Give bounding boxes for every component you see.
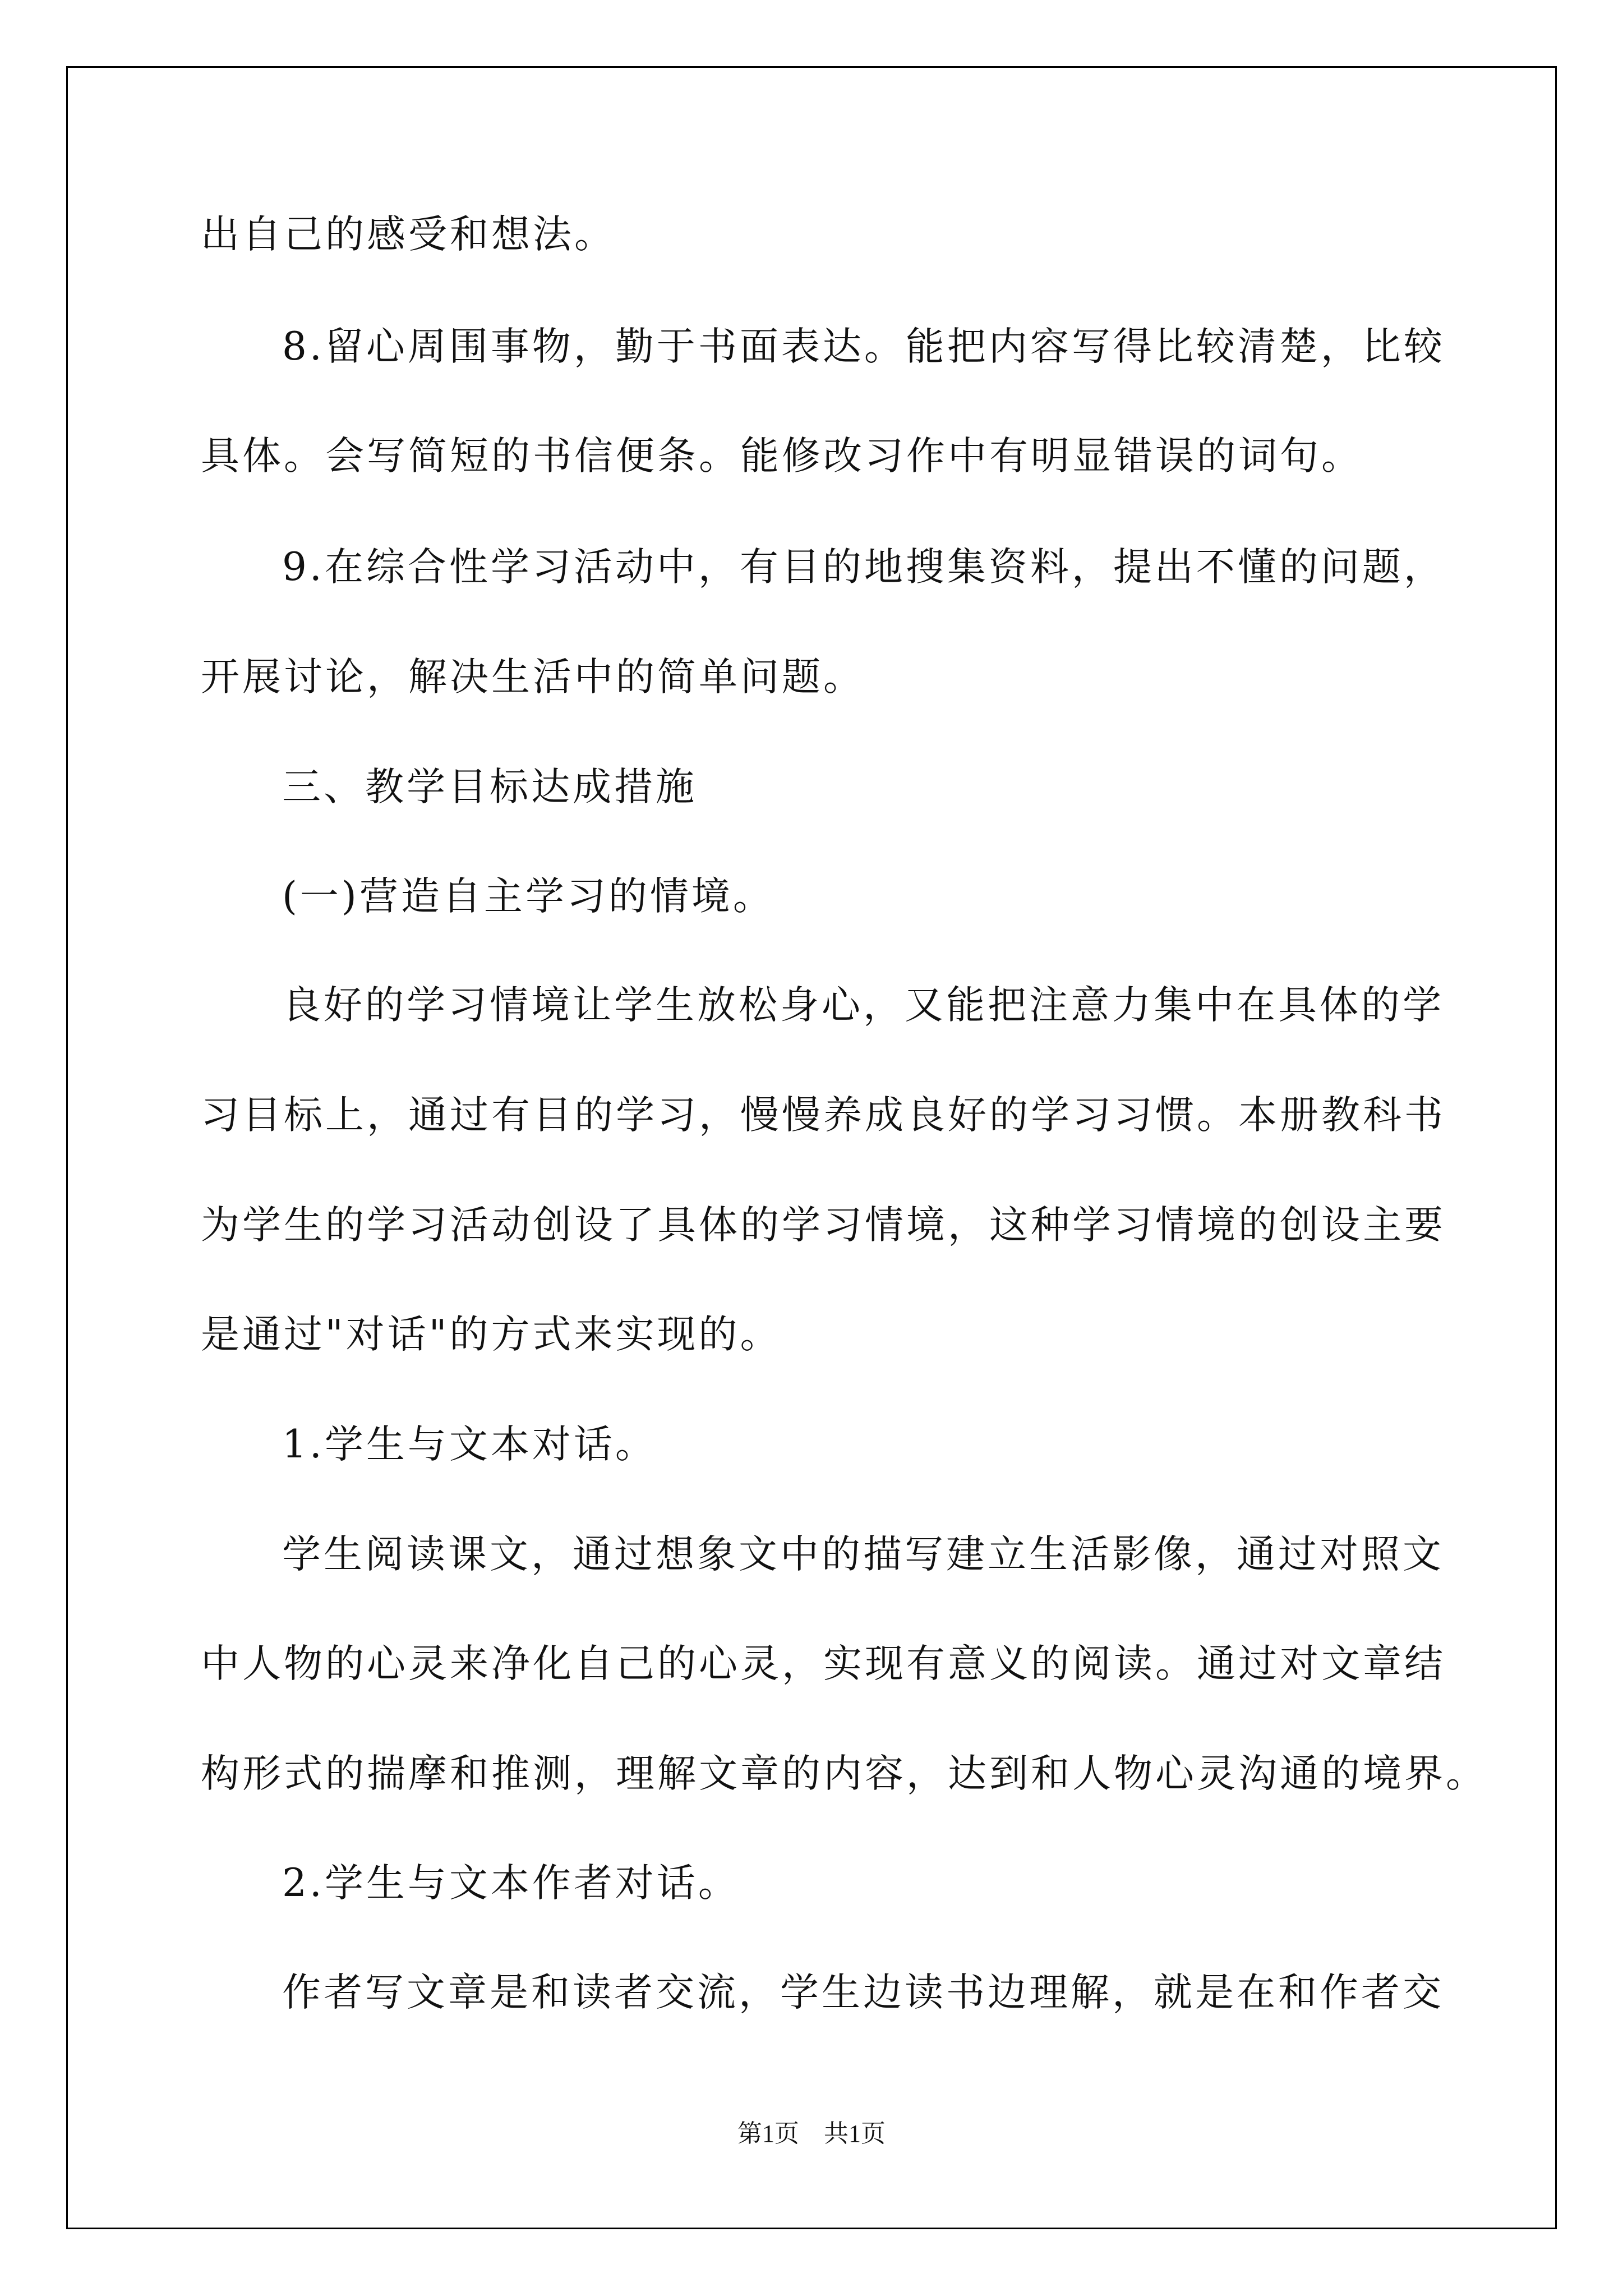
section-heading: 三、教学目标达成措施 bbox=[282, 765, 697, 809]
item-heading: 2.学生与文本作者对话。 bbox=[282, 1861, 740, 1906]
text-line: 具体。会写简短的书信便条。能修改习作中有明显错误的词句。 bbox=[201, 434, 1363, 478]
item-heading: 1.学生与文本对话。 bbox=[282, 1422, 657, 1467]
text-line: 出自己的感受和想法。 bbox=[201, 212, 616, 257]
page-footer: 第1页 共1页 bbox=[737, 2120, 886, 2147]
text-line: 是通过"对话"的方式来实现的。 bbox=[201, 1312, 782, 1357]
text-line: 开展讨论，解决生活中的简单问题。 bbox=[201, 655, 865, 700]
text-line: 9.在综合性学习活动中，有目的地搜集资料，提出不懂的问题， bbox=[282, 545, 1445, 590]
text-line: 作者写文章是和读者交流，学生边读书边理解，就是在和作者交 bbox=[282, 1970, 1444, 2015]
text-line: 8.留心周围事物，勤于书面表达。能把内容写得比较清楚，比较 bbox=[282, 324, 1445, 369]
text-line: 习目标上，通过有目的学习，慢慢养成良好的学习习惯。本册教科书 bbox=[201, 1093, 1446, 1138]
text-line: 学生阅读课文，通过想象文中的描写建立生活影像，通过对照文 bbox=[282, 1532, 1444, 1577]
text-line: 为学生的学习活动创设了具体的学习情境，这种学习情境的创设主要 bbox=[201, 1203, 1446, 1248]
subsection-heading: (一)营造自主学习的情境。 bbox=[282, 874, 774, 919]
text-line: 良好的学习情境让学生放松身心，又能把注意力集中在具体的学 bbox=[282, 983, 1444, 1028]
text-line: 构形式的揣摩和推测，理解文章的内容，达到和人物心灵沟通的境界。 bbox=[201, 1751, 1487, 1796]
text-line: 中人物的心灵来净化自己的心灵，实现有意义的阅读。通过对文章结 bbox=[201, 1641, 1446, 1686]
